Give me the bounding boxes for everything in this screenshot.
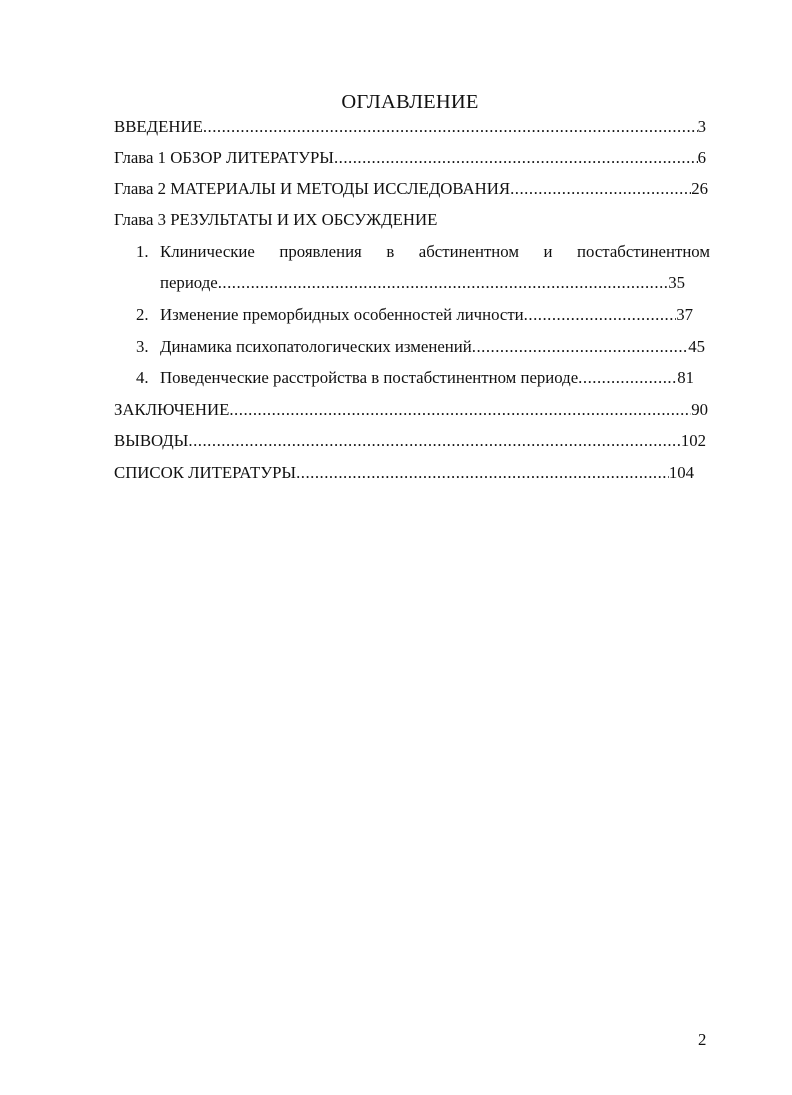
toc-entry-page: 90 [691,400,708,419]
toc-leader-dots [203,116,698,138]
toc-entry-label: ВЫВОДЫ [114,431,189,450]
toc-entry-label: 4. Поведенческие расстройства в постабстинентном периоде [136,368,579,387]
toc-entry-page: 35 [668,273,685,292]
toc-entry-page: 81 [677,368,694,387]
toc-entry-findings[interactable] [114,430,706,452]
toc-entry-number: 1. [136,242,149,261]
toc-entry-sub3[interactable] [136,336,705,358]
toc-entry-label: периоде [160,273,218,292]
toc-entry-page: 37 [676,305,693,324]
toc-entry-chapter3[interactable] [114,209,708,231]
toc-entry-chapter2[interactable] [114,178,708,200]
toc-entry-sub4[interactable] [136,367,694,389]
toc-entry-label: 2. Изменение преморбидных особенностей личности [136,305,524,324]
toc-entry-intro[interactable] [114,116,706,138]
toc-entry-page: 102 [680,431,706,450]
toc-leader-dots [510,178,691,200]
toc-entry-page: 104 [668,463,694,482]
toc-entry-number: 4. [136,368,149,387]
toc-leader-dots [296,462,669,484]
toc-entry-chapter1[interactable] [114,147,706,169]
toc-leader-dots [472,336,688,358]
toc-entry-conclusion[interactable] [114,399,708,421]
toc-entry-label: Глава 2 МАТЕРИАЛЫ И МЕТОДЫ ИССЛЕДОВАНИЯ [114,179,511,198]
toc-entry-page: 3 [697,117,706,136]
toc-entry-page: 45 [688,337,705,356]
toc-entry-page: 6 [697,148,706,167]
toc-entry-label: ЗАКЛЮЧЕНИЕ [114,400,230,419]
toc-entry-label: Глава 3 РЕЗУЛЬТАТЫ И ИХ ОБСУЖДЕНИЕ [114,210,438,229]
toc-leader-dots [229,399,691,421]
toc-leader-dots [334,147,698,169]
toc-leader-dots [188,430,680,452]
toc-entry-label: Глава 1 ОБЗОР ЛИТЕРАТУРЫ [114,148,334,167]
toc-entry-label: СПИСОК ЛИТЕРАТУРЫ [114,463,297,482]
toc-entry-label: 3. Динамика психопатологических изменений [136,337,472,356]
toc-entry-number: 3. [136,337,149,356]
toc-leader-dots [218,272,669,294]
toc-entry-label: Клинические проявления в абстинентном и постабстинентном [160,242,710,261]
toc-leader-dots [578,367,677,389]
toc-entry-references[interactable] [114,462,694,484]
toc-entry-sub1-continued[interactable] [160,272,685,294]
toc-leader-dots [524,304,677,326]
toc-entry-number: 2. [136,305,149,324]
page-title: ОГЛАВЛЕНИЕ [341,91,479,113]
toc-entry-sub2[interactable] [136,304,693,326]
page-number: 2 [698,1030,707,1049]
toc-entry-label: ВВЕДЕНИЕ [114,117,203,136]
toc-entry-page: 26 [691,179,708,198]
toc-entry-sub1[interactable] [136,241,710,263]
